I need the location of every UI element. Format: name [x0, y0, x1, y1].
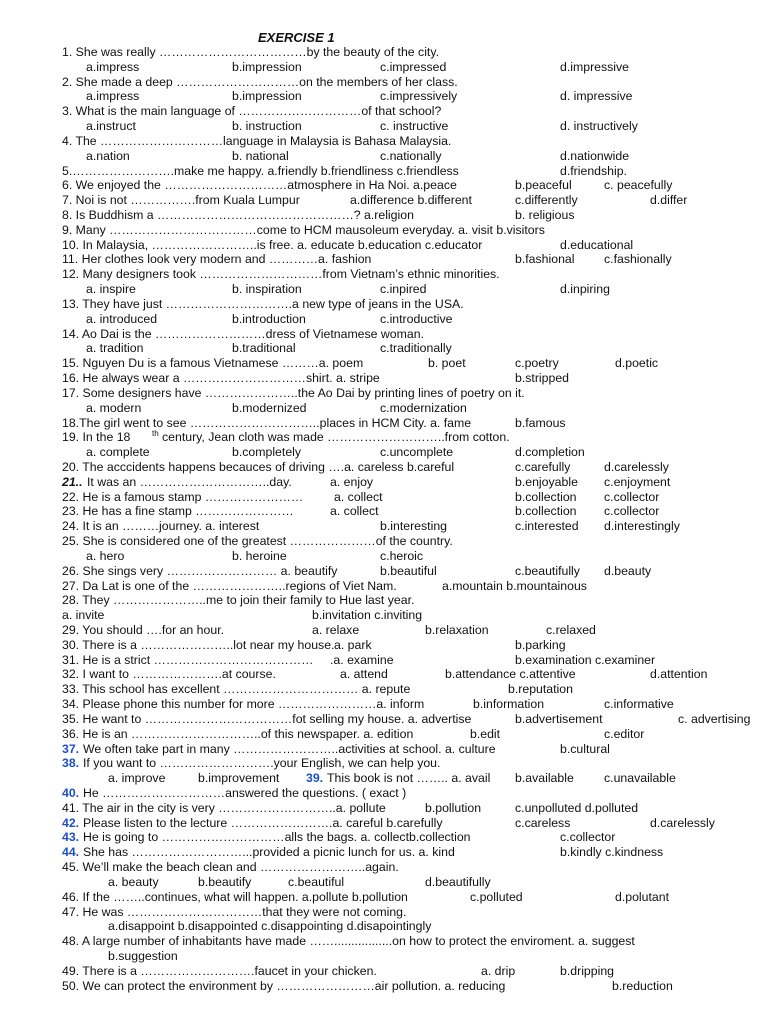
- line-text: 17. Some designers have …………………..the Ao Dai by printing lines of poetry on it.: [62, 385, 525, 400]
- exercise-line: [0, 519, 768, 534]
- line-text: a. beauty: [108, 874, 159, 889]
- line-text: d.carelessly: [604, 459, 669, 474]
- line-text: b.modernized: [232, 400, 307, 415]
- exercise-line: [0, 475, 768, 490]
- exercise-line: [0, 460, 768, 475]
- line-text: a.nation: [86, 148, 130, 163]
- question-number: 42.: [62, 815, 80, 830]
- line-text: a.impress: [86, 89, 140, 104]
- line-text: d.educational: [560, 237, 634, 252]
- line-text: b. instruction: [232, 119, 302, 134]
- line-text: b.collection: [515, 489, 577, 504]
- line-text: c. instructive: [380, 119, 449, 134]
- exercise-line: [0, 490, 768, 505]
- exercise-line: [0, 104, 768, 119]
- line-text: c.carefully: [515, 459, 571, 474]
- line-text: 16. He always wear a …………………………shirt. a. stripe: [62, 371, 380, 386]
- line-text: a. inspire: [86, 282, 136, 297]
- line-text: 23. He has a fine stamp ……………………: [62, 504, 294, 519]
- line-text: 47. He was ……………………………that they were not coming.: [62, 904, 407, 919]
- exercise-line: [0, 860, 768, 875]
- line-text: a. attend: [340, 667, 388, 682]
- line-text: 30. There is a …………………..lot near my house.: [62, 637, 335, 652]
- line-text: d.beauty: [604, 563, 652, 578]
- exercise-line: [0, 905, 768, 920]
- line-text: c.fashionally: [604, 252, 672, 267]
- line-text: b.relaxation: [425, 622, 489, 637]
- exercise-line: [0, 401, 768, 416]
- line-text: c.uncomplete: [380, 445, 454, 460]
- line-text: c.interested: [515, 519, 579, 534]
- line-text: d.friendship.: [560, 163, 627, 178]
- line-text: 2. She made a deep …………………………on the members of her class.: [62, 74, 458, 89]
- line-text: a. relaxe: [312, 622, 360, 637]
- line-text: d.completion: [515, 445, 585, 460]
- line-text: 41. The air in the city is very ………………………..a. pollute: [62, 800, 386, 815]
- line-text: 26. She sings very ……………………… a. beautify: [62, 563, 338, 578]
- exercise-line: [0, 60, 768, 75]
- exercise-line: [0, 282, 768, 297]
- exercise-line: [0, 875, 768, 890]
- exercise-line: [0, 771, 768, 786]
- line-text: b.traditional: [232, 341, 296, 356]
- line-text: 34. Please phone this number for more ……………………a. inform: [62, 697, 425, 712]
- exercise-line: [0, 890, 768, 905]
- line-text: If you want to ……………………….your English, we can help you.: [83, 756, 441, 771]
- line-text: c.unpolluted d.polluted: [515, 800, 639, 815]
- line-text: b. poet: [428, 356, 466, 371]
- line-text: c.informative: [604, 697, 674, 712]
- exercise-line: [0, 356, 768, 371]
- exercise-line: [0, 327, 768, 342]
- exercise-line: [0, 830, 768, 845]
- line-text: c.polluted: [470, 889, 523, 904]
- line-text: Please listen to the lecture …………………….a. careful b.carefully: [83, 815, 443, 830]
- line-text: 20. The acccidents happens becauces of driving ….a. careless b.careful: [62, 459, 455, 474]
- exercise-line: [0, 549, 768, 564]
- line-text: d.differ: [650, 193, 688, 208]
- exercise-line: [0, 979, 768, 994]
- exercise-line: [0, 949, 768, 964]
- line-text: c.impressively: [380, 89, 458, 104]
- line-text: 21..: [62, 474, 83, 489]
- exercise-line: [0, 119, 768, 134]
- line-text: 10. In Malaysia, ……………………..is free. a. educate b.education c.educator: [62, 237, 483, 252]
- line-text: d.inpiring: [560, 282, 610, 297]
- line-text: c.introductive: [380, 311, 453, 326]
- exercise-line: [0, 682, 768, 697]
- line-text: b.examination c.examiner: [515, 652, 656, 667]
- exercise-line: [0, 623, 768, 638]
- line-text: b.parking: [515, 637, 566, 652]
- line-text: 29. You should ….for an hour.: [62, 622, 225, 637]
- exercise-line: [0, 312, 768, 327]
- line-text: 13. They have just ………………………….a new type of jeans in the USA.: [62, 296, 464, 311]
- line-text: This book is not …….. a. avail: [327, 771, 491, 786]
- line-text: a. enjoy: [330, 474, 374, 489]
- line-text: c.poetry: [515, 356, 559, 371]
- line-text: 19. In the 18: [62, 430, 131, 445]
- line-text: d. instructively: [560, 119, 638, 134]
- line-text: a.impress: [86, 59, 140, 74]
- exercise-line: [0, 816, 768, 831]
- line-text: c.enjoyment: [604, 474, 671, 489]
- line-text: 32. I want to ………………….at course.: [62, 667, 276, 682]
- exercise-line: [0, 534, 768, 549]
- exercise-line: [0, 919, 768, 934]
- exercise-line: [0, 786, 768, 801]
- line-text: 46. If the ……..continues, what will happen. a.pollute b.pollution: [62, 889, 408, 904]
- line-text: a.mountain b.mountainous: [442, 578, 587, 593]
- exercise-line: [0, 238, 768, 253]
- exercise-line: [0, 430, 768, 445]
- exercise-line: [0, 371, 768, 386]
- question-number: 43.: [62, 830, 80, 845]
- exercise-line: [0, 667, 768, 682]
- line-text: c.collector: [560, 830, 616, 845]
- line-text: 3. What is the main language of …………………………of that school?: [62, 104, 442, 119]
- exercise-line: [0, 727, 768, 742]
- exercise-line: [0, 193, 768, 208]
- line-text: c.careless: [515, 815, 571, 830]
- line-text: 18.The girl went to see …………………………..places in HCM City. a. fame: [62, 415, 472, 430]
- line-text: c. advertising: [678, 711, 751, 726]
- line-text: d.nationwide: [560, 148, 630, 163]
- line-text: c.unavailable: [604, 771, 676, 786]
- line-text: b.impression: [232, 59, 302, 74]
- line-text: c.collector: [604, 489, 660, 504]
- exercise-line: [0, 386, 768, 401]
- exercise-line: [0, 934, 768, 949]
- question-number: 40.: [62, 786, 80, 800]
- line-text: c.nationally: [380, 148, 442, 163]
- exercise-line: [0, 416, 768, 431]
- line-text: c.beautifully: [515, 563, 580, 578]
- line-text: 4. The …………………………language in Malaysia is Bahasa Malaysia.: [62, 133, 452, 148]
- exercise-line: [0, 45, 768, 60]
- page-title: EXERCISE 1: [258, 30, 335, 45]
- line-text: c.heroic: [380, 548, 424, 563]
- line-text: b. heroine: [232, 548, 287, 563]
- line-text: 11. Her clothes look very modern and …………a. fashion: [62, 252, 372, 267]
- line-text: b.stripped: [515, 371, 570, 386]
- exercise-line: [0, 134, 768, 149]
- line-text: 31. He is a strict …………………………………: [62, 652, 314, 667]
- line-text: b.invitation c.inviting: [312, 608, 423, 623]
- line-text: b.beautiful: [380, 563, 437, 578]
- line-text: It was an …………………………..day.: [87, 474, 292, 489]
- exercise-line: [0, 653, 768, 668]
- line-text: 48. A large number of inhabitants have made …….................on how to protect the enviroment. a. suggest: [62, 934, 635, 949]
- line-text: 50. We can protect the environment by ……………………air pollution. a. reducing: [62, 978, 506, 993]
- exercise-line: [0, 608, 768, 623]
- line-text: a. collect: [334, 489, 383, 504]
- question-number: 39.: [306, 771, 324, 786]
- line-text: d.beautifully: [425, 874, 491, 889]
- line-text: d. impressive: [560, 89, 633, 104]
- line-text: c.impressed: [380, 59, 447, 74]
- exercise-line: [0, 593, 768, 608]
- exercise-line: [0, 223, 768, 238]
- line-text: b.kindly c.kindness: [560, 845, 664, 860]
- line-text: 5.…………………….make me happy. a.friendly b.friendliness c.friendless: [62, 163, 459, 178]
- line-text: a. improve: [108, 771, 166, 786]
- exercise-line: [0, 208, 768, 223]
- line-text: a.disappoint b.disappointed c.disappointing d.disapointingly: [108, 919, 432, 934]
- line-text: c.collector: [604, 504, 660, 519]
- line-text: a. park: [334, 637, 372, 652]
- line-text: b.dripping: [560, 963, 615, 978]
- exercise-line: [0, 504, 768, 519]
- exercise-line: [0, 742, 768, 757]
- exercise-line: [0, 964, 768, 979]
- line-text: He is going to …………………………alls the bags. a. collectb.collection: [83, 830, 471, 845]
- exercise-line: [0, 697, 768, 712]
- line-text: century, Jean cloth was made ………………………..from cotton.: [162, 430, 510, 445]
- line-text: He …………………………answered the questions. ( exact ): [83, 786, 407, 800]
- exercise-line: [0, 75, 768, 90]
- line-text: b.fashional: [515, 252, 575, 267]
- line-text: .a. examine: [330, 652, 394, 667]
- line-text: b.available: [515, 771, 574, 786]
- line-text: 14. Ao Dai is the ………………………dress of Vietnamese woman.: [62, 326, 424, 341]
- line-text: a. invite: [62, 608, 105, 623]
- line-text: b.beautify: [198, 874, 252, 889]
- line-text: d.poetic: [615, 356, 659, 371]
- line-text: a. tradition: [86, 341, 144, 356]
- line-text: b.improvement: [198, 771, 280, 786]
- line-text: c.modernization: [380, 400, 467, 415]
- line-text: b.reputation: [508, 682, 573, 697]
- line-text: b.interesting: [380, 519, 447, 534]
- line-text: b.enjoyable: [515, 474, 578, 489]
- line-text: 49. There is a ……………………….faucet in your chicken.: [62, 963, 377, 978]
- exercise-line: [0, 756, 768, 771]
- line-text: b.impression: [232, 89, 302, 104]
- line-text: 1. She was really ………………………………by the beauty of the city.: [62, 45, 440, 59]
- line-text: 22. He is a famous stamp ……………………: [62, 489, 304, 504]
- line-text: 35. He want to ………………………………fot selling my house. a. advertise: [62, 711, 472, 726]
- line-text: c.traditionally: [380, 341, 452, 356]
- line-text: d.polutant: [615, 889, 670, 904]
- line-text: c.differently: [515, 193, 578, 208]
- line-text: b.completely: [232, 445, 302, 460]
- line-text: b.peaceful: [515, 178, 572, 193]
- line-text: a. introduced: [86, 311, 158, 326]
- line-text: c.inpired: [380, 282, 427, 297]
- exercise-line: [0, 801, 768, 816]
- line-text: 36. He is an …………………………..of this newspaper. a. edition: [62, 726, 414, 741]
- line-text: 15. Nguyen Du is a famous Vietnamese ………a. poem: [62, 356, 364, 371]
- line-text: b. national: [232, 148, 289, 163]
- exercise-line: [0, 178, 768, 193]
- line-text: b.edit: [470, 726, 501, 741]
- line-text: a. drip: [481, 963, 516, 978]
- line-text: b.collection: [515, 504, 577, 519]
- line-text: 28. They …………………..me to join their family to Hue last year.: [62, 593, 415, 608]
- line-text: c.beautiful: [288, 874, 345, 889]
- exercise-line: [0, 579, 768, 594]
- question-number: 44.: [62, 845, 80, 860]
- line-text: a. collect: [330, 504, 379, 519]
- line-text: a. complete: [86, 445, 150, 460]
- line-text: c. peacefully: [604, 178, 673, 193]
- exercise-line: [0, 149, 768, 164]
- line-text: a. hero: [86, 548, 125, 563]
- exercise-line: [0, 445, 768, 460]
- line-text: c.relaxed: [546, 622, 596, 637]
- line-text: 45. We’ll make the beach clean and ……………………..again.: [62, 860, 399, 875]
- line-text: b. religious: [515, 208, 575, 223]
- line-text: c.editor: [604, 726, 645, 741]
- line-text: b.famous: [515, 415, 566, 430]
- exercise-line: [0, 252, 768, 267]
- line-text: We often take part in many ……………………..activities at school. a. culture: [83, 741, 496, 756]
- line-text: d.attention: [650, 667, 708, 682]
- line-text: d.interestingly: [604, 519, 680, 534]
- line-text: b.information: [473, 697, 545, 712]
- line-text: b.pollution: [425, 800, 482, 815]
- line-text: b.reduction: [612, 978, 673, 993]
- exercise-line: [0, 341, 768, 356]
- line-text: a. modern: [86, 400, 142, 415]
- line-text: a.instruct: [86, 119, 136, 134]
- line-text: 8. Is Buddhism a …………………………………………? a.religion: [62, 208, 414, 223]
- exercise-line: [0, 267, 768, 282]
- line-text: b. inspiration: [232, 282, 302, 297]
- line-text: 24. It is an ………journey. a. interest: [62, 519, 260, 534]
- line-text: 27. Da Lat is one of the …………………..regions of Viet Nam.: [62, 578, 397, 593]
- line-text: b.attendance c.attentive: [445, 667, 576, 682]
- line-text: a.difference b.different: [350, 193, 472, 208]
- line-text: 33. This school has excellent …………………………… a. repute: [62, 682, 411, 697]
- line-text: d.carelessly: [650, 815, 715, 830]
- exercise-line: [0, 712, 768, 727]
- question-number: 37.: [62, 741, 80, 756]
- line-text: 9. Many ………………………………come to HCM mausoleum everyday. a. visit b.visitors: [62, 222, 545, 237]
- exercise-line: [0, 297, 768, 312]
- line-text: 7. Noi is not …………….from Kuala Lumpur: [62, 193, 300, 208]
- line-text: b.introduction: [232, 311, 306, 326]
- exercise-line: [0, 638, 768, 653]
- line-text: b.suggestion: [108, 949, 178, 964]
- exercise-line: [0, 845, 768, 860]
- line-text: 25. She is considered one of the greatest …………………of the country.: [62, 534, 453, 549]
- exercise-line: [0, 89, 768, 104]
- line-text: th: [152, 429, 159, 439]
- line-text: 6. We enjoyed the …………………………atmosphere in Ha Noi. a.peace: [62, 178, 457, 193]
- line-text: She has ………………………...provided a picnic lunch for us. a. kind: [83, 845, 455, 860]
- question-number: 38.: [62, 756, 80, 771]
- line-text: b.cultural: [560, 741, 610, 756]
- line-text: b.advertisement: [515, 711, 603, 726]
- line-text: 12. Many designers took …………………………from Vietnam’s ethnic minorities.: [62, 267, 500, 282]
- line-text: d.impressive: [560, 59, 630, 74]
- exercise-line: [0, 164, 768, 179]
- exercise-line: [0, 564, 768, 579]
